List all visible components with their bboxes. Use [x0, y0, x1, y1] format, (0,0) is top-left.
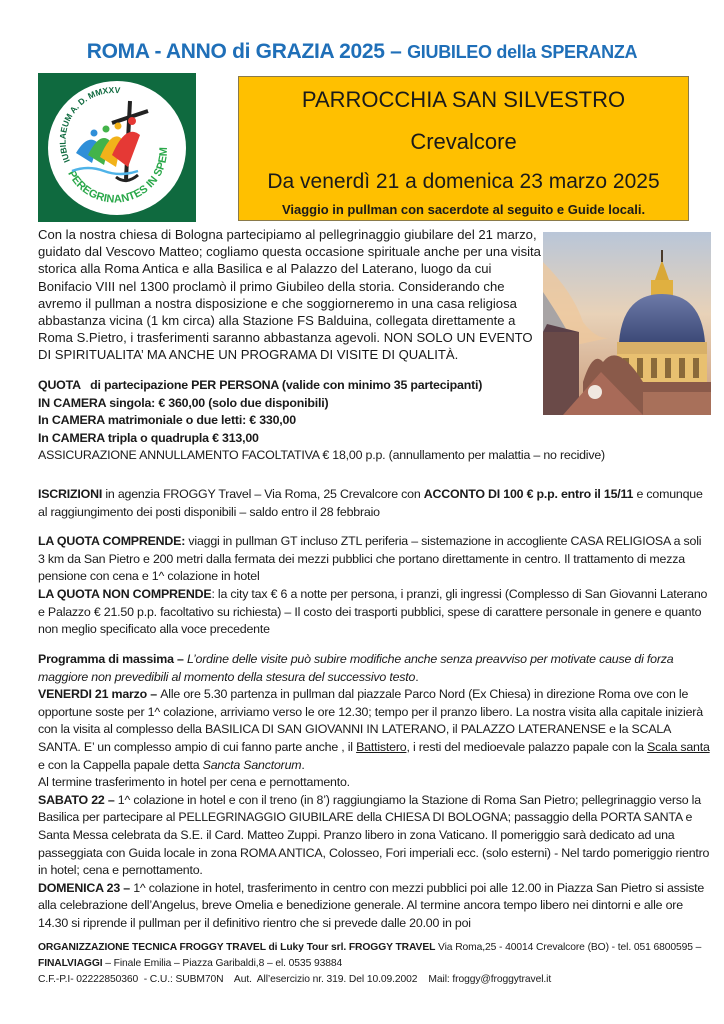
- sancta-sanctorum: Sancta Sanctorum: [202, 757, 302, 772]
- excludes-label: LA QUOTA NON COMPRENDE: [38, 587, 212, 601]
- excludes-text: : la city tax € 6 a notte per persona, i pranzi, gli ingressi (Complesso di San Giovanni Laterano e Palazzo € 21.50 p.p. facoltativo su richiesta) – Il costo dei trasporti pubblici, spese di carattere personale in genere e quanto non meglio specificato alla voce precedente: [38, 587, 708, 637]
- program-label: Programma di massima –: [38, 652, 187, 666]
- trip-dates: Da venerdì 21 a domenica 23 marzo 2025: [267, 170, 660, 193]
- day-friday-end: Al termine trasferimento in hotel per cena e pernottamento.: [38, 775, 350, 790]
- town-name: Crevalcore: [410, 129, 517, 154]
- price-double: In CAMERA matrimoniale o due letti: € 330,00: [38, 413, 296, 428]
- deposit-info: ACCONTO DI 100 € p.p. entro il 15/11: [423, 487, 634, 501]
- includes-label: LA QUOTA COMPRENDE:: [38, 534, 186, 548]
- pricing-section: [38, 377, 710, 465]
- includes-text: viaggi in pullman GT incluso ZTL periferia – sistemazione in accogliente CASA RELIGIOSA a soli 3 km da San Pietro e 200 metri dalla fermata dei mezzi pubblici che portano direttamente in centro. Il trattamento di mezza pensione con cena e 1^ colazione in hotel: [38, 534, 702, 584]
- registration-label: ISCRIZIONI: [38, 487, 103, 501]
- intro-paragraph: Con la nostra chiesa di Bologna partecipiamo al pellegrinaggio giubilare del 21 marzo, guidato dal Vescovo Matteo; cogliamo questa occasione spirituale anche per una visita storica alla Roma Antica e alla Basilica e al Palazzo del Laterano, luogo da cui Bonifacio VIII nel 1300 proclamò il primo Giubileo della storia. Considerando che avremo il pullman a nostra disposizione e che soggiorneremo in una casa religiosa abbastanza vicina (1 km circa) alla Stazione FS Balduina, collegata direttamente a Roma S.Pietro, i trasferimenti saranno abbastanza agevoli. NON SOLO UN EVENTO DI SPIRITUALITA’ MA ANCHE UN PROGRAMA DI VISITE DI QUALITÀ.: [38, 227, 541, 363]
- jubilee-emblem-icon: [48, 81, 186, 215]
- excludes-section: [38, 586, 710, 639]
- price-single: IN CAMERA singola: € 360,00 (solo due disponibili): [38, 395, 329, 410]
- program-section: [38, 651, 710, 933]
- scala-santa-link[interactable]: Scala santa: [647, 739, 710, 754]
- quota-label: QUOTA: [38, 378, 81, 392]
- footer: [38, 940, 710, 988]
- registration-text-2: e comunque al raggiungimento dei posti disponibili – saldo entro il 28 febbraio: [38, 487, 703, 519]
- day-saturday: SABATO 22 – 1^ colazione in hotel e con il treno (in 8’) raggiungiamo la Stazione di Roma San Pietro; pellegrinaggio verso la Basilica per partecipare al PELLEGRINAGGIO GIUBILARE della CHIESA DI BOLOGNA; passaggio della PORTA SANTA e Santa Messa celebrata da S.E. il Card. Matteo Zuppi. Pranzo libero in zona Vaticano. Il pomeriggio sarà dedicato ad una passeggiata con Guida locale in zona ROMA ANTICA, Colosseo, Fori imperiali ecc. (solo esterni) - Nel tardo pomeriggio rientro in hotel; cena e pernottamento.: [38, 792, 710, 878]
- title-main: ROMA - ANNO di GRAZIA 2025 –: [86, 40, 408, 63]
- branch-label: FINALVIAGGI: [38, 958, 103, 969]
- svg-text:IUBILAEUM A. D. MMXXV: IUBILAEUM A. D. MMXXV: [57, 84, 121, 165]
- title-sub: GIUBILEO della SPERANZA: [407, 42, 638, 62]
- day-sunday: DOMENICA 23 – 1^ colazione in hotel, trasferimento in centro con mezzi pubblici poi alle 12.00 in Piazza San Pietro si assiste alla celebrazione dell’Angelus, breve Omelia e benedizione generale. Al termine ancora tempo libero nei dintorni e alle ore 14.30 si riprende il pullman per il definitivo rientro che si prevede dalle 20.00 in poi: [38, 880, 705, 930]
- program-intro: Programma di massima – L’ordine delle visite può subire modifiche anche senza preavviso per motivate cause di forza maggiore non prevedibili al momento della stesura del successivo testo.: [38, 652, 674, 684]
- includes-section: [38, 533, 710, 586]
- page-title: [0, 40, 724, 64]
- logo-circle: [48, 81, 186, 215]
- registration-section: [38, 486, 710, 521]
- day-label: SABATO 22 –: [38, 792, 118, 807]
- svg-text:PEREGRINANTES IN SPEM: PEREGRINANTES IN SPEM: [65, 146, 170, 206]
- insurance-note: ASSICURAZIONE ANNULLAMENTO FACOLTATIVA € 18,00 p.p. (annullamento per malattia – no recidive): [38, 448, 605, 463]
- price-triple: In CAMERA tripla o quadrupla € 313,00: [38, 430, 259, 445]
- quota-heading-text: di partecipazione PER PERSONA (valide con minimo 35 partecipanti): [80, 378, 483, 392]
- registration-text-1: in agenzia FROGGY Travel – Via Roma, 25 Crevalcore con: [102, 487, 424, 501]
- day-label: DOMENICA 23 –: [38, 880, 134, 895]
- parish-name: PARROCCHIA SAN SILVESTRO: [301, 87, 626, 112]
- pricing-heading: [38, 377, 710, 395]
- footer-organization: ORGANIZZAZIONE TECNICA FROGGY TRAVEL di Luky Tour srl. FROGGY TRAVEL Via Roma,25 - 40014 Crevalcore (BO) - tel. 051 6800595 – FINALVIAGGI – Finale Emilia – Piazza Garibaldi,8 – el. 0535 93884: [38, 942, 710, 969]
- day-label: VENERDI 21 marzo –: [38, 687, 161, 702]
- program-disclaimer: L’ordine delle visite può subire modifiche anche senza preavviso per motivate cause di forza maggiore non prevedibili al momento della stesura del successivo testo: [38, 652, 674, 684]
- parish-banner: [238, 76, 689, 221]
- day-friday: VENERDI 21 marzo – Alle ore 5.30 partenza in pullman dal piazzale Parco Nord (Ex Chiesa) in direzione Roma ove con le opportune soste per 1^ colazione, arriviamo verso le ore 12.30; tempo per il pranzo libero. La nostra visita alla capitale inizierà con la visita al complesso della BASILICA DI SAN GIOVANNI IN LATERANO, il PALAZZO LATERANENSE e la SCALA SANTA. E’ un complesso ampio di cui fanno parte anche , il Battistero, i resti del medioevale palazzo papale con la Scala santa e con la Cappella papale detta Sancta Sanctorum.: [38, 687, 710, 772]
- jubilee-logo: [38, 73, 196, 222]
- org-label: ORGANIZZAZIONE TECNICA FROGGY TRAVEL di Luky Tour srl. FROGGY TRAVEL: [38, 942, 436, 953]
- footer-legal: C.F.-P.I- 02222850360 - C.U.: SUBM70N Aut. All’esercizio nr. 319. Del 10.09.2002 Mail: froggy@froggytravel.it: [38, 974, 552, 985]
- battistero-link[interactable]: Battistero: [356, 739, 407, 754]
- travel-note: Viaggio in pullman con sacerdote al seguito e Guide locali.: [281, 202, 646, 217]
